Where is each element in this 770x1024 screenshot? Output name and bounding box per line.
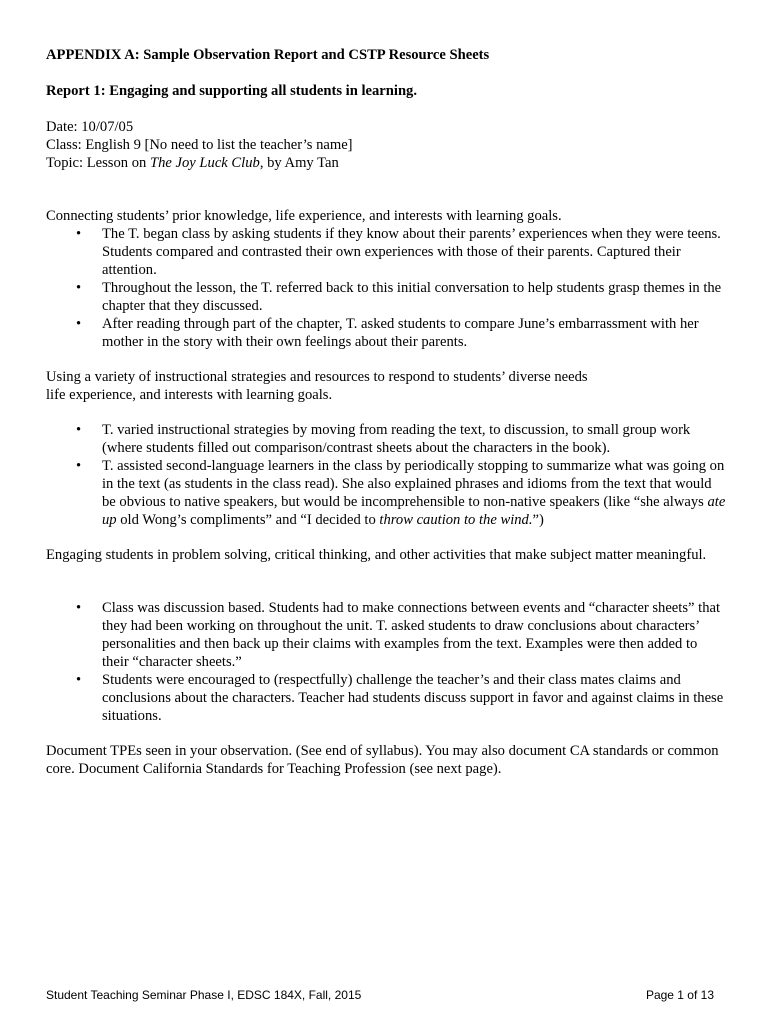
list-item — [46, 279, 726, 315]
list-item-text: T. assisted second-language learners in the class by periodically stopping to summarize what was going on in the text (as students in the class read). She also explained phrases and idioms from the text that would be obvious to native speakers, but would be incomprehensible to non-native speakers (like “she always — [102, 458, 725, 510]
list-item-text-end: ”) — [532, 512, 544, 528]
list-item-text: After reading through part of the chapter, T. asked students to compare June’s embarrassment with her mother in the story with their own feelings about their parents. — [102, 316, 699, 350]
closing-instructions: Document TPEs seen in your observation. (See end of syllabus). You may also document CA standards or common core. Document California Standards for Teaching Profession (see next page). — [46, 743, 719, 777]
list-item — [46, 421, 726, 457]
report-topic — [46, 154, 726, 172]
list-item-text: T. varied instructional strategies by moving from reading the text, to discussion, to small group work (where students filled out comparison/contrast sheets about the characters in the book). — [102, 422, 691, 456]
bullet-icon: • — [76, 422, 82, 438]
footer-page-number: Page 1 of 13 — [645, 988, 714, 1002]
report-class: Class: English 9 [No need to list the teacher’s name] — [46, 137, 353, 153]
report-title: Report 1: Engaging and supporting all students in learning. — [46, 83, 418, 99]
section-title-prior-knowledge: Connecting students’ prior knowledge, life experience, and interests with learning goals. — [46, 208, 562, 224]
section-bullets-instructional-strategies — [46, 421, 726, 529]
topic-book-title: The Joy Luck Club — [149, 155, 260, 171]
list-item — [46, 671, 726, 725]
list-item-text: The T. began class by asking students if they know about their parents’ experiences when they were teens. Students compared and contrasted their own experiences with those of their parents. Captured their attention. — [102, 226, 721, 278]
topic-prefix: Topic: Lesson on — [46, 155, 150, 171]
bullet-icon: • — [76, 316, 82, 332]
topic-suffix: , by Amy Tan — [259, 155, 339, 171]
list-item — [46, 315, 726, 351]
section-bullets-problem-solving — [46, 599, 726, 725]
bullet-icon: • — [76, 672, 82, 688]
list-item — [46, 457, 726, 529]
list-item-text-mid: old Wong’s compliments” and “I decided to — [116, 512, 380, 528]
list-item-text: Throughout the lesson, the T. referred back to this initial conversation to help students grasp themes in the chapter that they discussed. — [102, 280, 722, 314]
bullet-icon: • — [76, 458, 82, 474]
section-title-line: Using a variety of instructional strategies and resources to respond to students’ diverse needs — [46, 369, 588, 385]
appendix-title: APPENDIX A: Sample Observation Report and CSTP Resource Sheets — [46, 47, 490, 63]
idiom-ate-up: ate up — [102, 494, 726, 528]
idiom-throw-caution: throw caution to the wind. — [379, 512, 533, 528]
bullet-icon: • — [76, 280, 82, 296]
list-item — [46, 225, 726, 279]
bullet-icon: • — [76, 226, 82, 242]
bullet-icon: • — [76, 600, 82, 616]
section-bullets-prior-knowledge — [46, 225, 726, 351]
list-item-text: Students were encouraged to (respectfully) challenge the teacher’s and their class mates claims and conclusions about the characters. Teacher had students discuss support in favor and against claims in these situations. — [102, 672, 724, 724]
list-item-text: Class was discussion based. Students had to make connections between events and “character sheets” that they had been working on throughout the unit. T. asked students to draw conclusions about characters’ personalities and then back up their claims with examples from the text. Examples were then added to their “character sheets.” — [102, 600, 721, 670]
report-meta — [46, 118, 726, 172]
footer-course-info: Student Teaching Seminar Phase I, EDSC 184X, Fall, 2015 — [46, 988, 362, 1002]
section-title-problem-solving: Engaging students in problem solving, critical thinking, and other activities that make subject matter meaningful. — [46, 547, 707, 563]
section-title-instructional-strategies — [46, 368, 726, 404]
report-date: Date: 10/07/05 — [46, 119, 134, 135]
document-page — [46, 46, 726, 793]
list-item — [46, 599, 726, 671]
section-title-line: life experience, and interests with learning goals. — [46, 387, 333, 403]
